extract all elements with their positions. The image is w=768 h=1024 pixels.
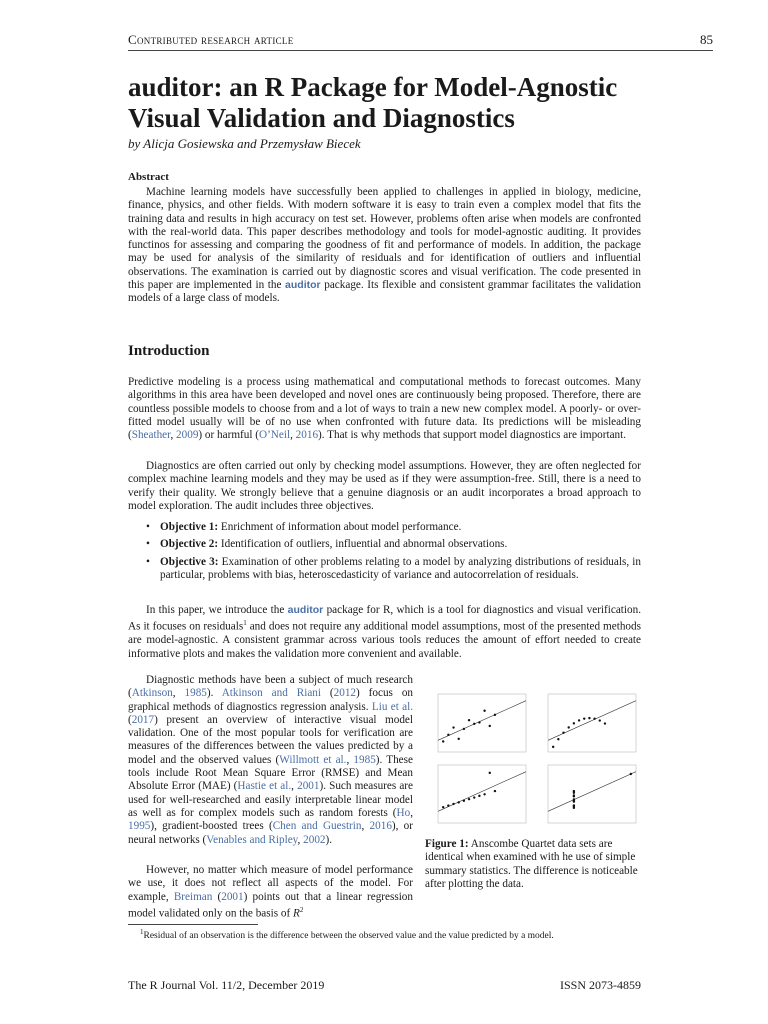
data-point (583, 717, 585, 719)
section-label: Contributed research article (128, 32, 294, 47)
data-point (578, 719, 580, 721)
data-point (573, 792, 575, 794)
running-header (128, 32, 713, 51)
panel-frame (438, 694, 526, 752)
page-footer (128, 978, 641, 993)
issn: ISSN 2073-4859 (559, 978, 641, 992)
footnote-marker[interactable]: 1 (243, 619, 247, 628)
abstract-text: Machine learning models have successfully been applied to challenges in applied in biology, medicine, finance, physics, and other fields. With modern software it is easy to train even a complex model that fits the training data and results in high accuracy on test set. However, problems often arise when models are confronted with the real-world data. This paper describes methodology and tools for model-agnostic auditing. It provides functinos for assessing and comparing the goodness of fit and performance of models. In addition, the package may be used for analysis of the similarity of residuals and for identification of outliers and influential observations. The examination is carried out by diagnostic scores and visual verification. The code presented in this paper are implemented in the auditor package. Its flexible and consistent grammar facilitates the validation models of a large class of models. (128, 186, 641, 305)
citation-link[interactable]: Chen and Guestrin (272, 820, 362, 833)
bullet-icon: • (146, 538, 150, 551)
data-point (573, 799, 575, 801)
package-link[interactable]: auditor (285, 279, 321, 292)
anscombe-quartet-figure (422, 690, 644, 835)
citation-link[interactable]: Venables and Ripley (206, 833, 298, 846)
data-point (494, 790, 496, 792)
panel-frame (438, 765, 526, 823)
column-paragraph-1: Diagnostic methods have been a subject of much research (Atkinson, 1985). Atkinson and Riani (2012) focus on graphical methods of diagnostics regression analysis. Liu et al. (2017) present an overview of interactive visual model validation. One of the most popular tools for verification are measures of the differences between the values predicted by a model and the observed values (Willmott et al., 1985). These tools include Root Mean Square Error (RMSE) and Mean Absolute Error (MAE) (Hastie et al., 2001). Such measures are used for well-researched and easily interpretable linear model as well as for complex models such as random forests (Ho, 1995), gradient-boosted trees (Chen and Guestrin, 2016), or neural networks (Venables and Ripley, 2002). (128, 674, 414, 846)
section-heading-introduction: Introduction (128, 343, 210, 359)
citation-link[interactable]: Hastie et al. (237, 780, 292, 793)
figure-caption: Figure 1: Anscombe Quartet data sets are identical when examined with he use of simple summary statistics. The difference is noticeable after plotting the data. (425, 838, 638, 890)
data-point (473, 796, 475, 798)
data-point (468, 719, 470, 721)
citation-link[interactable]: Sheather (131, 429, 171, 442)
data-point (483, 793, 485, 795)
journal-info: The R Journal Vol. 11/2, December 2019 (128, 978, 325, 992)
citation-year-link[interactable]: 1985 (184, 687, 207, 700)
data-point (573, 794, 575, 796)
panel-frame (548, 694, 636, 752)
data-point (442, 806, 444, 808)
citation-year-link[interactable]: 2002 (303, 833, 326, 846)
citation-year-link[interactable]: 2016 (295, 429, 319, 442)
citation-year-link[interactable]: 2001 (221, 890, 244, 903)
data-point (599, 719, 601, 721)
data-point (447, 734, 449, 736)
data-point (489, 725, 491, 727)
citation-link[interactable]: O’Neil (258, 429, 291, 442)
citation-year-link[interactable]: 2001 (297, 780, 320, 793)
data-point (557, 738, 559, 740)
citation-year-link[interactable]: 1995 (128, 820, 151, 833)
citation-link[interactable]: Willmott et al. (279, 753, 347, 766)
data-point (593, 718, 595, 720)
citation-year-link[interactable]: 2009 (176, 429, 199, 442)
data-point (588, 717, 590, 719)
column-paragraph-2: However, no matter which measure of model performance we use, it does not reflect all aspects of the model. For example, Breiman (2001) points out that a linear regression model validated only on the basis of $R^2$ (128, 864, 413, 920)
data-point (468, 798, 470, 800)
data-point (463, 800, 465, 802)
data-point (442, 740, 444, 742)
citation-link[interactable]: Atkinson (131, 687, 173, 700)
citation-year-link[interactable]: 2017 (131, 713, 155, 726)
objectives-list (128, 521, 641, 586)
data-point (573, 722, 575, 724)
data-point (568, 726, 570, 728)
footnote-divider (128, 924, 258, 925)
data-point (463, 728, 465, 730)
data-point (478, 795, 480, 797)
citation-year-link[interactable]: 1985 (353, 753, 376, 766)
abstract-heading: Abstract (128, 171, 169, 183)
list-item: • Objective 2: Identification of outliers, influential and abnormal observations. (146, 538, 508, 551)
citation-link[interactable]: Liu et al. (371, 700, 413, 713)
regression-line (438, 772, 526, 812)
citation-link[interactable]: Breiman (173, 890, 213, 903)
list-item: • Objective 3: Examination of other problems relating to a model by analyzing distributions of residuals, in particular, problems with bias, heteroscedasticity of variance and autocorrelation of residuals. (146, 555, 641, 581)
citation-link[interactable]: Ho (396, 806, 411, 819)
paper-title: auditor: an R Package for Model-Agnostic Visual Validation and Diagnostics (128, 72, 618, 133)
bullet-icon: • (146, 521, 150, 533)
panel-frame (548, 765, 636, 823)
data-point (604, 722, 606, 724)
data-point (458, 738, 460, 740)
data-point (630, 773, 632, 775)
data-point (562, 732, 564, 734)
bullet-icon: • (146, 555, 150, 568)
regression-line (548, 772, 636, 812)
regression-line (438, 701, 526, 741)
footnote: $^1$Residual of an observation is the difference between the observed value and the value predicted by a model. (140, 928, 554, 942)
data-point (452, 803, 454, 805)
data-point (447, 804, 449, 806)
intro-paragraph-3: In this paper, we introduce the auditor package for R, which is a tool for diagnostics and visual verification. As it focuses on residuals$^1$ and does not require any additional model assumptions, most of the presented methods are model-agnostic. A consistent grammar across various tools reduces the amount of effort needed to create informative plots and makes the validation more convenient and available. (128, 604, 641, 660)
intro-paragraph-1: Predictive modeling is a process using mathematical and computational methods to forecast outcomes. Many algorithms in this area have been developed and novel ones are continuously being proposed. Therefore, there are countless possible models to choose from and a lot of ways to train a new new complex model. A poorly- or over-fitted model usually will be of no use when confronted with future data. Its predictions will be misleading (Sheather, 2009) or harmful (O’Neil, 2016). That is why methods that support model diagnostics are important. (128, 376, 641, 442)
intro-paragraph-2: Diagnostics are often carried out only by checking model assumptions. However, they are often neglected for complex machine learning models and they may be used as if they were assumption-free. Still, there is a need to verify their quality. We strongly believe that a genuine diagnosis or an audit incorporates a broad approach to model exploration. The audit includes three objectives. (128, 460, 641, 512)
data-point (573, 805, 575, 807)
citation-year-link[interactable]: 2012 (333, 687, 357, 700)
data-point (478, 721, 480, 723)
author-line: by Alicja Gosiewska and Przemysław Biecek (128, 136, 361, 151)
page-number: 85 (700, 32, 713, 47)
data-point (552, 746, 554, 748)
list-item: • Objective 1: Enrichment of information about model performance. (146, 521, 462, 533)
citation-year-link[interactable]: 2016 (369, 820, 392, 833)
data-point (489, 772, 491, 774)
data-point (452, 726, 454, 728)
data-point (458, 801, 460, 803)
citation-link[interactable]: Atkinson and Riani (221, 687, 321, 700)
data-point (483, 710, 485, 712)
regression-line (548, 701, 636, 741)
data-point (473, 723, 475, 725)
package-link[interactable]: auditor (287, 604, 324, 616)
data-point (494, 714, 496, 716)
